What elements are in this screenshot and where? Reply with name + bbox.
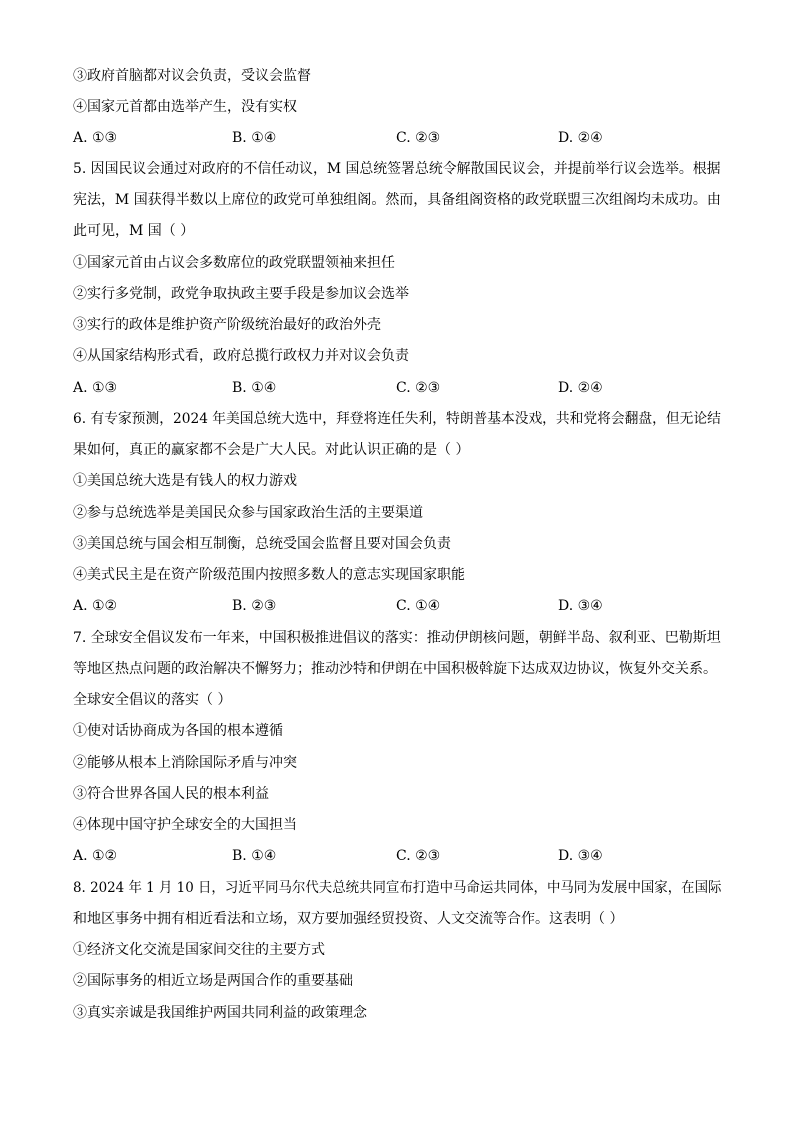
q4-item-3: ③政府首脑都对议会负责，受议会监督 — [73, 68, 311, 84]
q6-option-d: D. ③④ — [558, 598, 603, 614]
q5-option-c: C. ②③ — [396, 380, 441, 396]
q8-item-3: ③真实亲诚是我国维护两国共同利益的政策理念 — [73, 1005, 367, 1021]
q8-stem-line-1: 8. 2024 年 1 月 10 日，习近平同马尔代夫总统共同宣布打造中马命运共同体，中马同为发展中国家，在国际 — [73, 880, 722, 896]
q7-item-4: ④体现中国守护全球安全的大国担当 — [73, 817, 297, 833]
q5-item-3: ③实行的政体是维护资产阶级统治最好的政治外壳 — [73, 317, 381, 333]
q6-stem-line-2: 果如何，真正的赢家都不会是广大人民。对此认识正确的是（ ） — [73, 442, 470, 458]
q5-option-a: A. ①③ — [73, 380, 118, 396]
q5-stem-line-1: 5. 因国民议会通过对政府的不信任动议，M 国总统签署总统令解散国民议会，并提前举行议会选举。根据 — [73, 161, 721, 177]
q5-stem-line-3: 此可见，M 国（ ） — [73, 223, 195, 239]
q5-option-b: B. ①④ — [232, 380, 277, 396]
q6-stem-line-1: 6. 有专家预测，2024 年美国总统大选中，拜登将连任失利，特朗普基本没戏，共和党将会翻盘，但无论结 — [73, 411, 721, 427]
q7-option-a: A. ①② — [73, 848, 118, 864]
q4-option-b: B. ①④ — [232, 130, 277, 146]
q7-option-d: D. ③④ — [558, 848, 603, 864]
q4-item-4: ④国家元首都由选举产生，没有实权 — [73, 99, 297, 115]
q5-item-4: ④从国家结构形式看，政府总揽行政权力并对议会负责 — [73, 348, 409, 364]
q8-item-1: ①经济文化交流是国家间交往的主要方式 — [73, 942, 325, 958]
q6-item-4: ④美式民主是在资产阶级范围内按照多数人的意志实现国家职能 — [73, 567, 465, 583]
q7-option-c: C. ②③ — [396, 848, 441, 864]
q7-stem-line-3: 全球安全倡议的落实（ ） — [73, 692, 232, 708]
q6-item-2: ②参与总统选举是美国民众参与国家政治生活的主要渠道 — [73, 505, 423, 521]
q5-option-d: D. ②④ — [558, 380, 603, 396]
q7-item-2: ②能够从根本上消除国际矛盾与冲突 — [73, 755, 297, 771]
q4-option-c: C. ②③ — [396, 130, 441, 146]
q4-option-a: A. ①③ — [73, 130, 118, 146]
q6-item-1: ①美国总统大选是有钱人的权力游戏 — [73, 473, 297, 489]
q5-stem-line-2: 宪法，M 国获得半数以上席位的政党可单独组阁。然而，具备组阁资格的政党联盟三次组阁均未成功。由 — [73, 192, 721, 208]
q7-option-b: B. ①④ — [232, 848, 277, 864]
q5-item-1: ①国家元首由占议会多数席位的政党联盟领袖来担任 — [73, 255, 395, 271]
q6-item-3: ③美国总统与国会相互制衡，总统受国会监督且要对国会负责 — [73, 536, 451, 552]
q8-stem-line-2: 和地区事务中拥有相近看法和立场，双方要加强经贸投资、人文交流等合作。这表明（ ） — [73, 911, 624, 927]
q6-option-b: B. ②③ — [232, 598, 277, 614]
q7-stem-line-1: 7. 全球安全倡议发布一年来，中国积极推进倡议的落实：推动伊朗核问题，朝鲜半岛、叙利亚、巴勒斯坦 — [73, 630, 721, 646]
q8-item-2: ②国际事务的相近立场是两国合作的重要基础 — [73, 973, 353, 989]
q5-item-2: ②实行多党制，政党争取执政主要手段是参加议会选举 — [73, 286, 409, 302]
q7-item-1: ①使对话协商成为各国的根本遵循 — [73, 723, 283, 739]
q7-stem-line-2: 等地区热点问题的政治解决不懈努力；推动沙特和伊朗在中国积极斡旋下达成双边协议，恢复外交关系。 — [73, 661, 717, 677]
q4-option-d: D. ②④ — [558, 130, 603, 146]
q7-item-3: ③符合世界各国人民的根本利益 — [73, 786, 269, 802]
q6-option-c: C. ①④ — [396, 598, 441, 614]
q6-option-a: A. ①② — [73, 598, 118, 614]
